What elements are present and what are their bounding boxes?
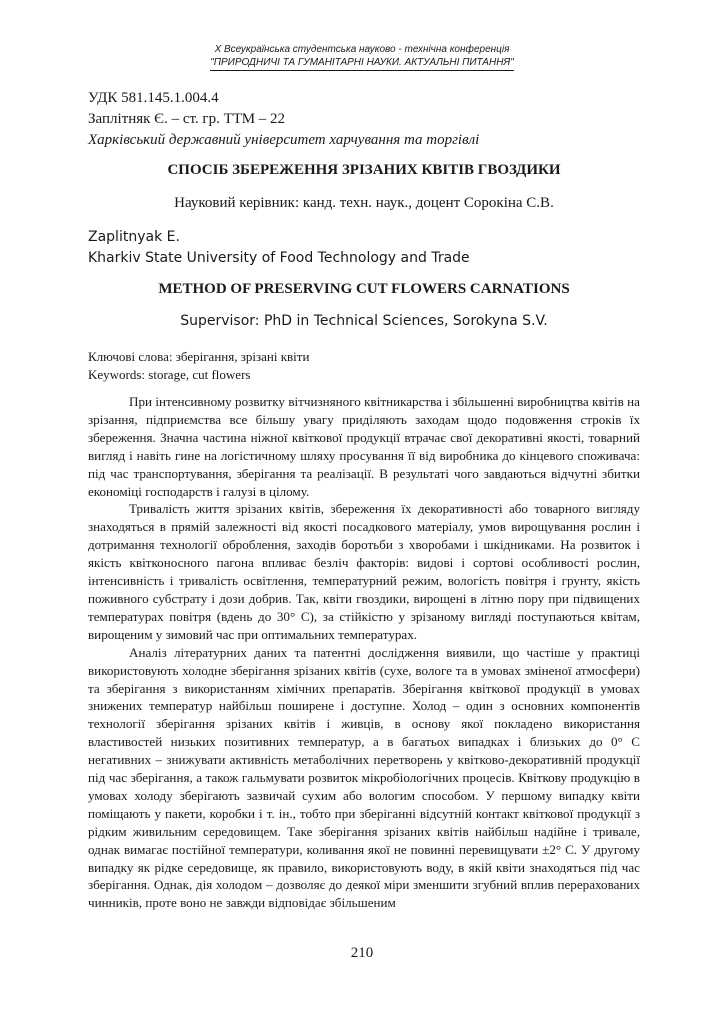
paragraph-3: Аналіз літературних даних та патентні дослідження виявили, що частіше у практиці використовують холодне зберігання зрізаних квітів (сухе, вологе та в умовах зміненої атмосфери) та зберігання з використанням хімічних препаратів. Зберігання квіткової продукції в умовах знижених температур найбільш поширене і доступне. Холод – один з основних компонентів технології зберігання зрізаних квітів і живців, в основу якої покладено використання властивостей низьких позитивних температур, а в багатьох випадках і близьких до 0° С негативних – знижувати активність метаболічних перетворень у квітково-декоративній продукції під час зберігання, а також гальмувати розвиток мікробіологічних процесів. Квіткову продукцію в умовах холоду зберігають зазвичай сухим або вологим способом. У першому випадку квіти поміщають у пакети, коробки і т. ін., тобто при зберіганні відсутній контакт квіткової продукції з рідким живильним середовищем. Таке зберігання зрізаних квітів найбільш надійне і тривале, однак вимагає постійної температури, коливання якої не повинні перевищувати ±2° С. У другому випадку як рідке середовище, як правило, використовують воду, в якій квіти знаходяться під час зберігання. Однак, дія холодом – дозволяє до деякої міри зменшити згубний вплив перерахованих чинників, проте воно не завжди відповідає збільшеним bbox=[88, 644, 640, 911]
paragraph-2: Тривалість життя зрізаних квітів, збереження їх декоративності або товарного вигляду знаходяться в прямій залежності від якості посадкового матеріалу, умов вирощування рослин і дотримання технології оброблення, заходів боротьби з хворобами і шкідниками. На розвиток і якість квітконосного пагона впливає безліч факторів: видові і сортові особливості рослин, інтенсивність і тривалість освітлення, температурний режим, вологість повітря і грунту, якість поживного субстрату і дози добрив. Так, квіти гвоздики, вирощені в літню пору при підвищених температурах повітря (вдень до 30° С), за стійкістю у зрізаному вигляді поступаються квітам, вирощеним у зимовий час при оптимальних температурах. bbox=[88, 501, 640, 642]
conference-title: X Всеукраїнська студентська науково - технічна конференція bbox=[214, 44, 510, 55]
author-block-en bbox=[88, 227, 648, 269]
author-en: Zaplitnyak E. bbox=[88, 229, 180, 245]
udk-code: УДК 581.145.1.004.4 bbox=[88, 90, 219, 106]
keywords-en: Keywords: storage, cut flowers bbox=[88, 367, 251, 382]
author-block-ua bbox=[88, 88, 648, 151]
keywords-ua: Ключові слова: зберігання, зрізані квіти bbox=[88, 349, 310, 364]
paragraph-1: При інтенсивному розвитку вітчизняного квітникарства і збільшенні виробництва квітів на зрізання, підприємства все більшу увагу приділяють заходам щодо подовження строків їх збереження. Значна частина ніжної квіткової продукції втрачає свої декоративні якості, товарний вигляд і навіть гине на логістичному шляху просування її від виробника до кінцевого споживача: під час транспортування, зберігання та реалізації. В результаті чого завдаються відчутні збитки економіці господарств і галузі в цілому. bbox=[88, 394, 640, 499]
conference-theme: "ПРИРОДНИЧІ ТА ГУМАНІТАРНІ НАУКИ. АКТУАЛЬНІ ПИТАННЯ" bbox=[210, 56, 514, 71]
institution-en: Kharkiv State University of Food Technology and Trade bbox=[88, 250, 470, 266]
institution-ua: Харківський державний університет харчування та торгівлі bbox=[88, 132, 480, 148]
supervisor-ua: Науковий керівник: канд. техн. наук., доцент Сорокіна С.В. bbox=[174, 195, 554, 211]
title-ua: СПОСІБ ЗБЕРЕЖЕННЯ ЗРІЗАНИХ КВІТІВ ГВОЗДИКИ bbox=[167, 162, 561, 178]
title-en: METHOD OF PRESERVING CUT FLOWERS CARNATIONS bbox=[158, 281, 570, 297]
keywords-block bbox=[88, 348, 640, 384]
conference-header bbox=[0, 43, 724, 71]
supervisor-en: Supervisor: PhD in Technical Sciences, Sorokyna S.V. bbox=[180, 313, 548, 329]
author-ua: Заплітняк Є. – ст. гр. ТТМ – 22 bbox=[88, 111, 286, 127]
page-number: 210 bbox=[350, 945, 374, 961]
body-text bbox=[88, 393, 640, 912]
